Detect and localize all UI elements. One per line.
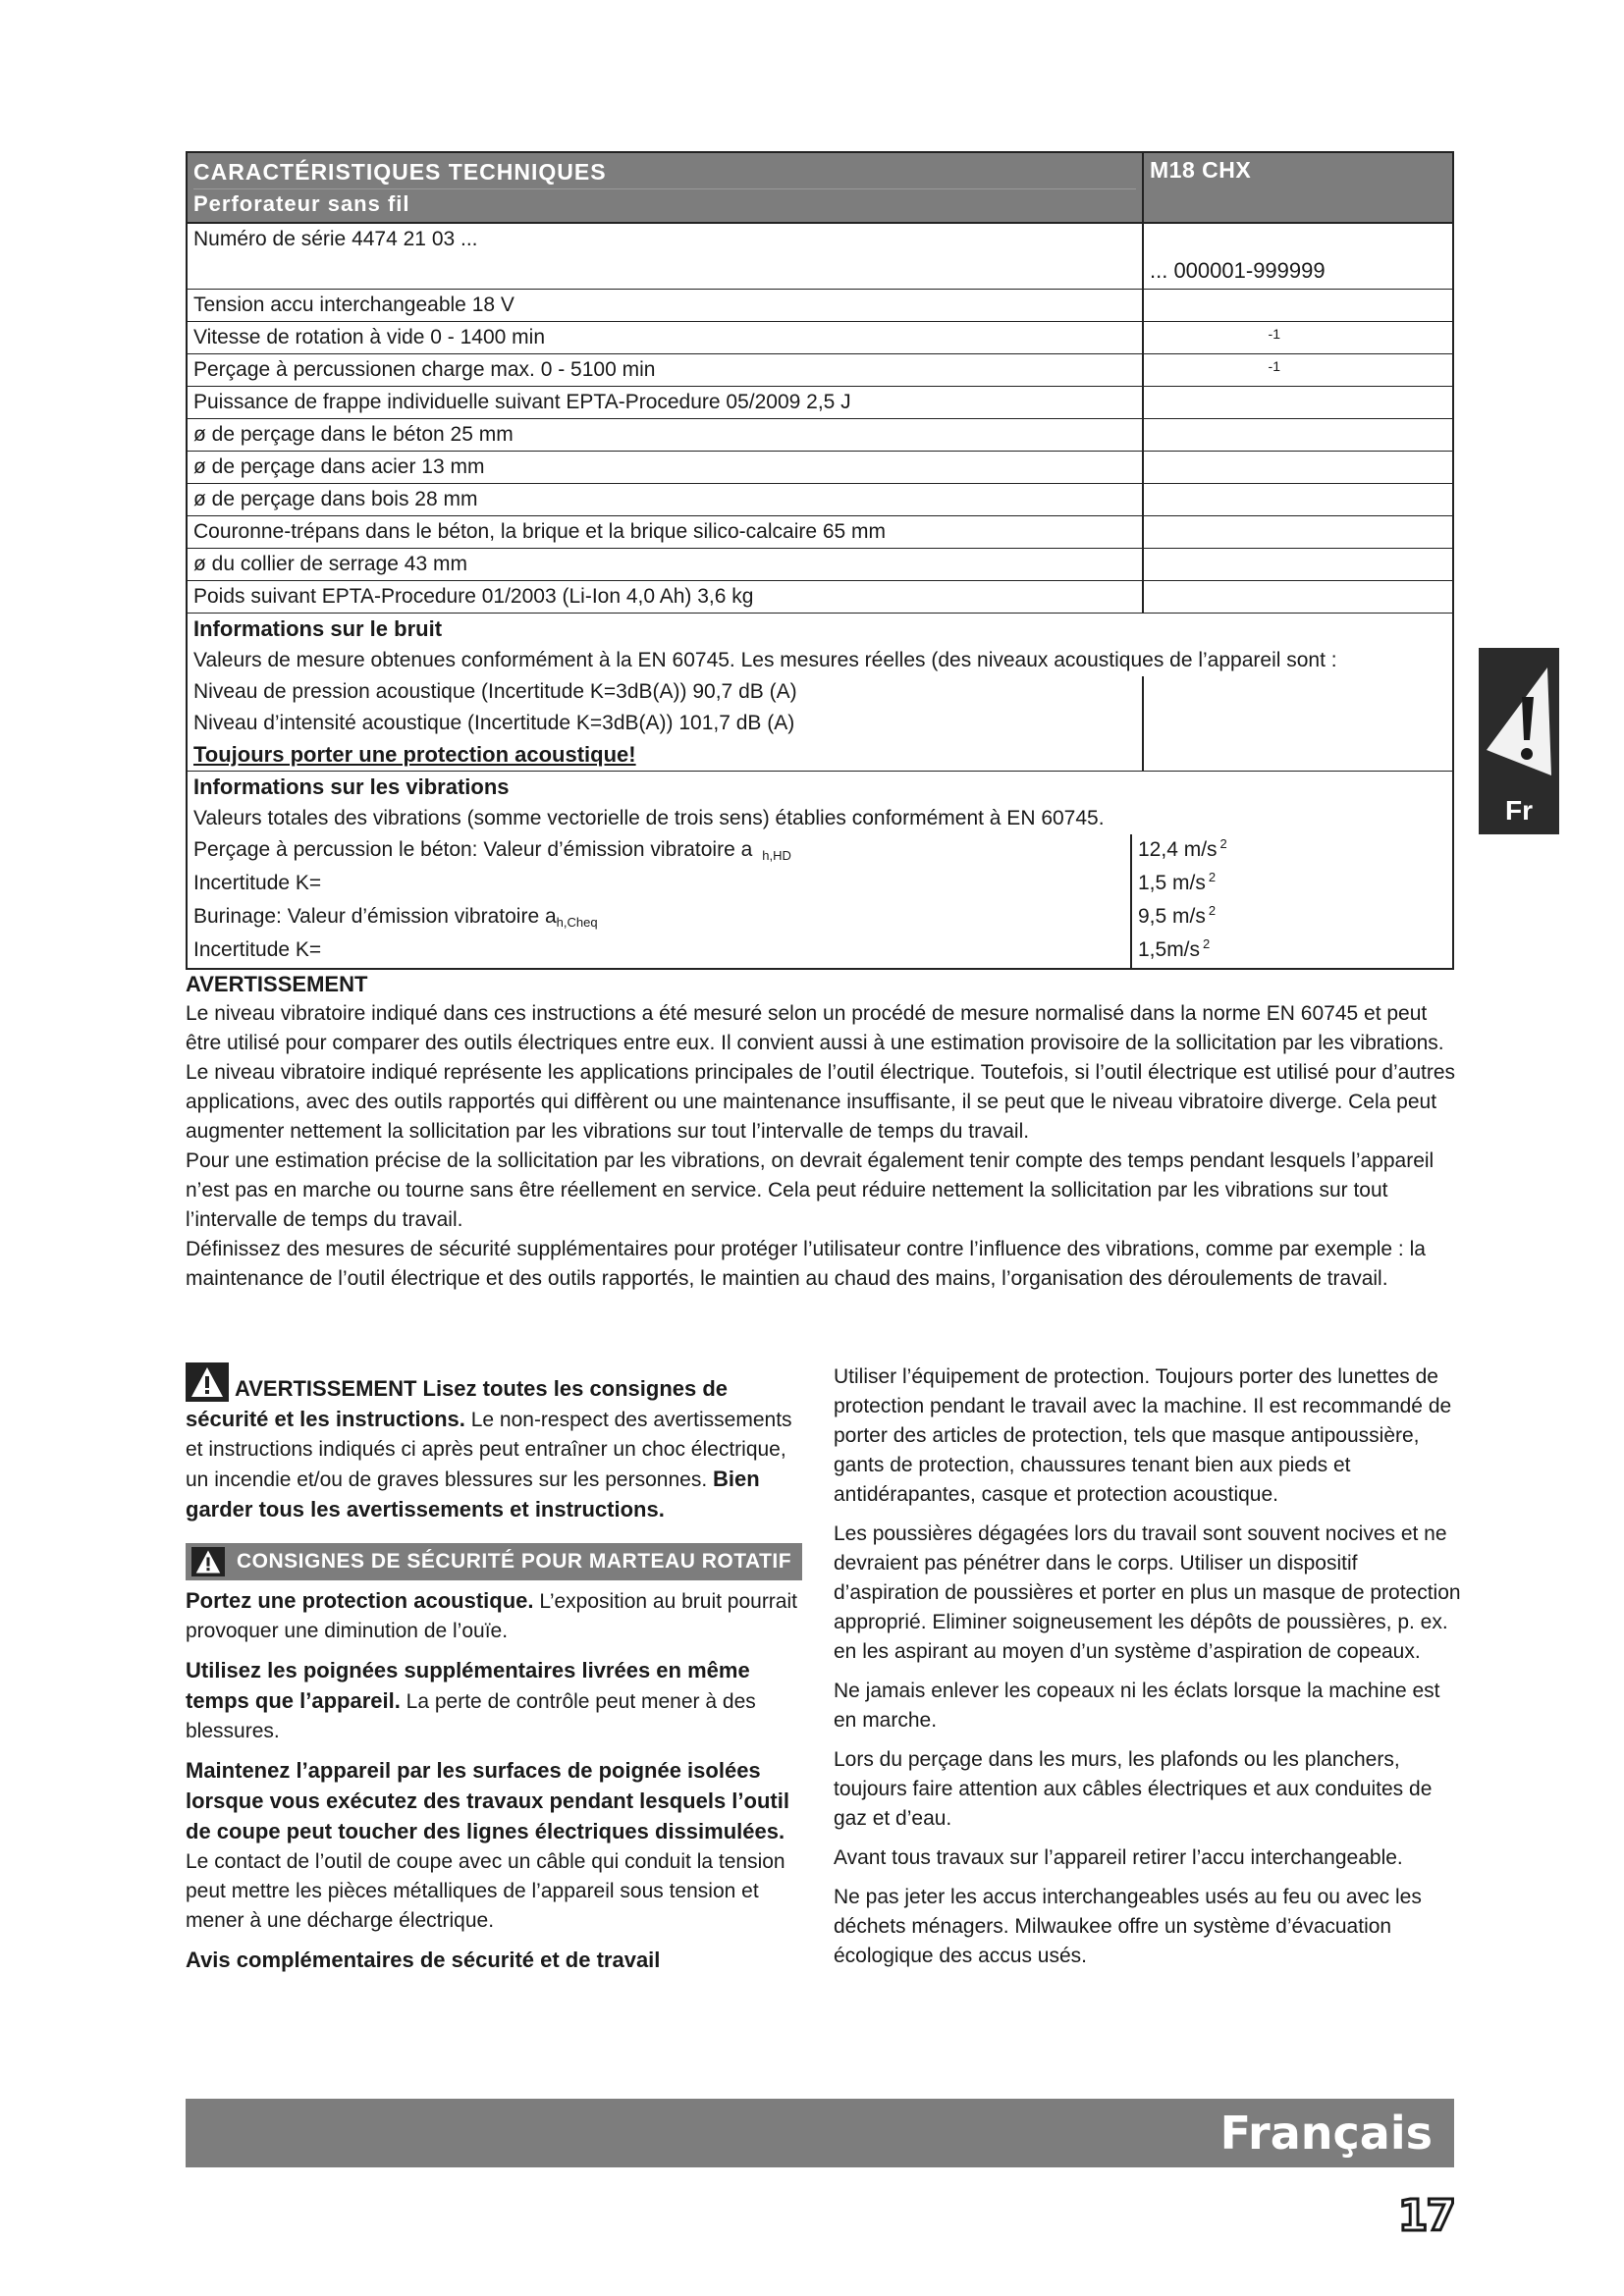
spec-row: [188, 419, 1452, 452]
spec-label: Vitesse de rotation à vide 0 - 1400 min: [188, 322, 1144, 353]
vibration-uncertainty-2-value: 1,5m/s $^2$: [1138, 936, 1211, 961]
spec-value: [1144, 484, 1452, 515]
spec-row: [188, 452, 1452, 484]
warning-triangle-icon: [186, 1362, 229, 1402]
safety-item: Lors du perçage dans les murs, les plafonds ou les planchers, toujours faire attention aux câbles électriques et aux conduites de gaz et d’eau.: [834, 1748, 1433, 1830]
noise-protection: Toujours porter une protection acoustique!: [188, 739, 1144, 771]
safety-left-column: [186, 1362, 802, 1986]
warning-paragraph: Pour une estimation précise de la sollicitation par les vibrations, on devrait également tenir compte des temps pendant lesquels l’appareil n’est pas en marche ou tourne sans être réellement en service. Cela peut réduire nettement la sollicitation par les vibrations sur tout l’intervalle de temps du travail.: [186, 1149, 1435, 1231]
safety-right-column: [834, 1362, 1462, 1981]
spec-row: [188, 484, 1452, 516]
footer-language: Français: [1219, 2107, 1433, 2160]
spec-row: [188, 322, 1452, 354]
spec-subtitle: Perforateur sans fil: [193, 188, 1136, 219]
vibration-uncertainty-1: Incertitude K=: [188, 868, 1132, 901]
spec-value: ... 000001-999999: [1150, 258, 1326, 283]
spec-label: Puissance de frappe individuelle suivant EPTA-Procedure 05/2009 2,5 J: [188, 387, 1144, 418]
spec-value: [1144, 452, 1452, 483]
spec-value: [1144, 581, 1452, 613]
spec-row: [188, 387, 1452, 419]
spec-label: ø de perçage dans acier 13 mm: [188, 452, 1144, 483]
safety-item: Ne pas jeter les accus interchangeables usés au feu ou avec les déchets ménagers. Milwaukee offre un système d’évacuation écologique des accus usés.: [834, 1886, 1422, 1967]
warning-triangle-icon: [191, 1547, 225, 1576]
spec-row: [188, 224, 1452, 290]
vibration-drill-value: 12,4 m/s $^2$: [1138, 836, 1227, 861]
safety-item: Utiliser l’équipement de protection. Toujours porter des lunettes de protection pendant le travail avec la machine. Il est recommandé de porter des articles de protection, tels que masque antipoussière, gants de protection, chaussures tenant bien aux pieds et antidérapantes, casque et protection acoustique.: [834, 1365, 1452, 1506]
exponent: -1: [1268, 326, 1280, 342]
safety-item: Portez une protection acoustique. L’exposition au bruit pourrait provoquer une diminution de l’ouïe.: [186, 1588, 797, 1642]
spec-value: [1144, 354, 1452, 386]
spec-label: Numéro de série 4474 21 03 ...: [188, 224, 1144, 289]
rotary-hammer-banner: CONSIGNES DE SÉCURITÉ POUR MARTEAU ROTATIF: [186, 1543, 802, 1580]
vibration-heading: Informations sur les vibrations: [193, 774, 510, 799]
warning-paragraph: Le niveau vibratoire indiqué représente les applications principales de l’outil électrique. Toutefois, si l’outil électrique est utilisé pour d’autres applications, avec des outils rapportés qui diffèrent ou une maintenance insuffisante, il se peut que le niveau vibratoire diverge. Cela peut augmenter nettement la sollicitation par les vibrations sur tout l’intervalle de temps du travail.: [186, 1061, 1456, 1143]
vibration-section: [188, 772, 1452, 968]
spec-row: [188, 354, 1452, 387]
spec-table: [186, 151, 1454, 970]
spec-value: [1144, 516, 1452, 548]
vibration-chisel-value: 9,5 m/s $^2$: [1138, 903, 1217, 928]
spec-label: Tension accu interchangeable 18 V: [188, 290, 1144, 321]
noise-power: Niveau d’intensité acoustique (Incertitude K=3dB(A)) 101,7 dB (A): [188, 708, 1144, 739]
spec-value: [1144, 290, 1452, 321]
footer-language-bar: [186, 2099, 1454, 2167]
vibration-intro: Valeurs totales des vibrations (somme vectorielle de trois sens) établies conformément à EN 60745.: [193, 807, 1105, 829]
side-tab-language: Fr: [1505, 795, 1533, 826]
spec-label: ø de perçage dans bois 28 mm: [188, 484, 1144, 515]
spec-value: [1144, 387, 1452, 418]
safety-item: Avant tous travaux sur l’appareil retirer l’accu interchangeable.: [834, 1846, 1403, 1869]
spec-row: [188, 549, 1452, 581]
vibration-chisel: Burinage: Valeur d’émission vibratoire ah,Cheq: [188, 901, 1132, 934]
spec-title: CARACTÉRISTIQUES TECHNIQUES: [193, 159, 607, 185]
general-warning: AVERTISSEMENT Lisez toutes les consignes de sécurité et les instructions. Le non-respect des avertissements et instructions indiqués ci après peut entraîner un choc électrique, un incendie et/ou de graves blessures sur les personnes. Bien garder tous les avertissements et instructions.: [186, 1362, 802, 1525]
spec-label: Poids suivant EPTA-Procedure 01/2003 (Li-Ion 4,0 Ah) 3,6 kg: [188, 581, 1144, 613]
spec-label: ø du collier de serrage 43 mm: [188, 549, 1144, 580]
spec-label: ø de perçage dans le béton 25 mm: [188, 419, 1144, 451]
spec-row: [188, 516, 1452, 549]
vibration-drill: Perçage à percussion le béton: Valeur d’émission vibratoire a h,HD: [188, 834, 1132, 868]
safety-item: Utilisez les poignées supplémentaires livrées en même temps que l’appareil. La perte de contrôle peut mener à des blessures.: [186, 1658, 756, 1742]
safety-item: Ne jamais enlever les copeaux ni les éclats lorsque la machine est en marche.: [834, 1680, 1440, 1732]
spec-value: [1144, 419, 1452, 451]
page-number: 17: [1397, 2191, 1454, 2241]
spec-header: [188, 153, 1452, 224]
vibration-uncertainty-1-value: 1,5 m/s $^2$: [1138, 870, 1217, 894]
safety-item: Avis complémentaires de sécurité et de travail: [186, 1948, 661, 1972]
exponent: -1: [1268, 358, 1280, 374]
safety-item: Maintenez l’appareil par les surfaces de poignée isolées lorsque vous exécutez des travaux pendant lesquels l’outil de coupe peut toucher des lignes électriques dissimulées. Le contact de l’outil de coupe avec un câble qui conduit la tension peut mettre les pièces métalliques de l’appareil sous tension et mener à une décharge électrique.: [186, 1758, 789, 1932]
warning-exclamation-icon: [1479, 656, 1559, 793]
vibration-uncertainty-2: Incertitude K=: [188, 934, 1132, 968]
safety-item: Les poussières dégagées lors du travail sont souvent nocives et ne devraient pas pénétrer dans le corps. Utiliser un dispositif d’aspiration de poussières et porter en plus un masque de protection approprié. Eliminer soigneusement les dépôts de poussières, p. ex. en les aspirant au moyen d’un système d’aspiration de copeaux.: [834, 1522, 1461, 1663]
noise-heading: Informations sur le bruit: [193, 616, 443, 641]
warning-paragraph: Définissez des mesures de sécurité supplémentaires pour protéger l’utilisateur contre l’influence des vibrations, comme par exemple : la maintenance de l’outil électrique et des outils rapportés, le maintien au chaud des mains, l’organisation des déroulements de travail.: [186, 1238, 1426, 1290]
spec-label: Couronne-trépans dans le béton, la brique et la brique silico-calcaire 65 mm: [188, 516, 1144, 548]
spec-model: M18 CHX: [1150, 157, 1252, 183]
warning-paragraph: Le niveau vibratoire indiqué dans ces instructions a été mesuré selon un procédé de mesure normalisé dans la norme EN 60745 et peut être utilisé pour comparer des outils électriques entre eux. Il convient aussi à une estimation provisoire de la sollicitation par les vibrations.: [186, 1002, 1444, 1054]
spec-label: Perçage à percussionen charge max. 0 - 5100 min: [188, 354, 1144, 386]
warning-heading: AVERTISSEMENT: [186, 972, 368, 996]
spec-row: [188, 581, 1452, 614]
vibration-warning: [186, 970, 1462, 1294]
spec-row: [188, 290, 1452, 322]
noise-intro: Valeurs de mesure obtenues conformément à la EN 60745. Les mesures réelles (des niveaux acoustiques de l’appareil sont :: [193, 649, 1337, 671]
noise-section: [188, 614, 1452, 772]
language-side-tab: [1479, 648, 1559, 834]
spec-value: [1144, 322, 1452, 353]
spec-value: [1144, 549, 1452, 580]
noise-pressure: Niveau de pression acoustique (Incertitude K=3dB(A)) 90,7 dB (A): [188, 676, 1144, 708]
